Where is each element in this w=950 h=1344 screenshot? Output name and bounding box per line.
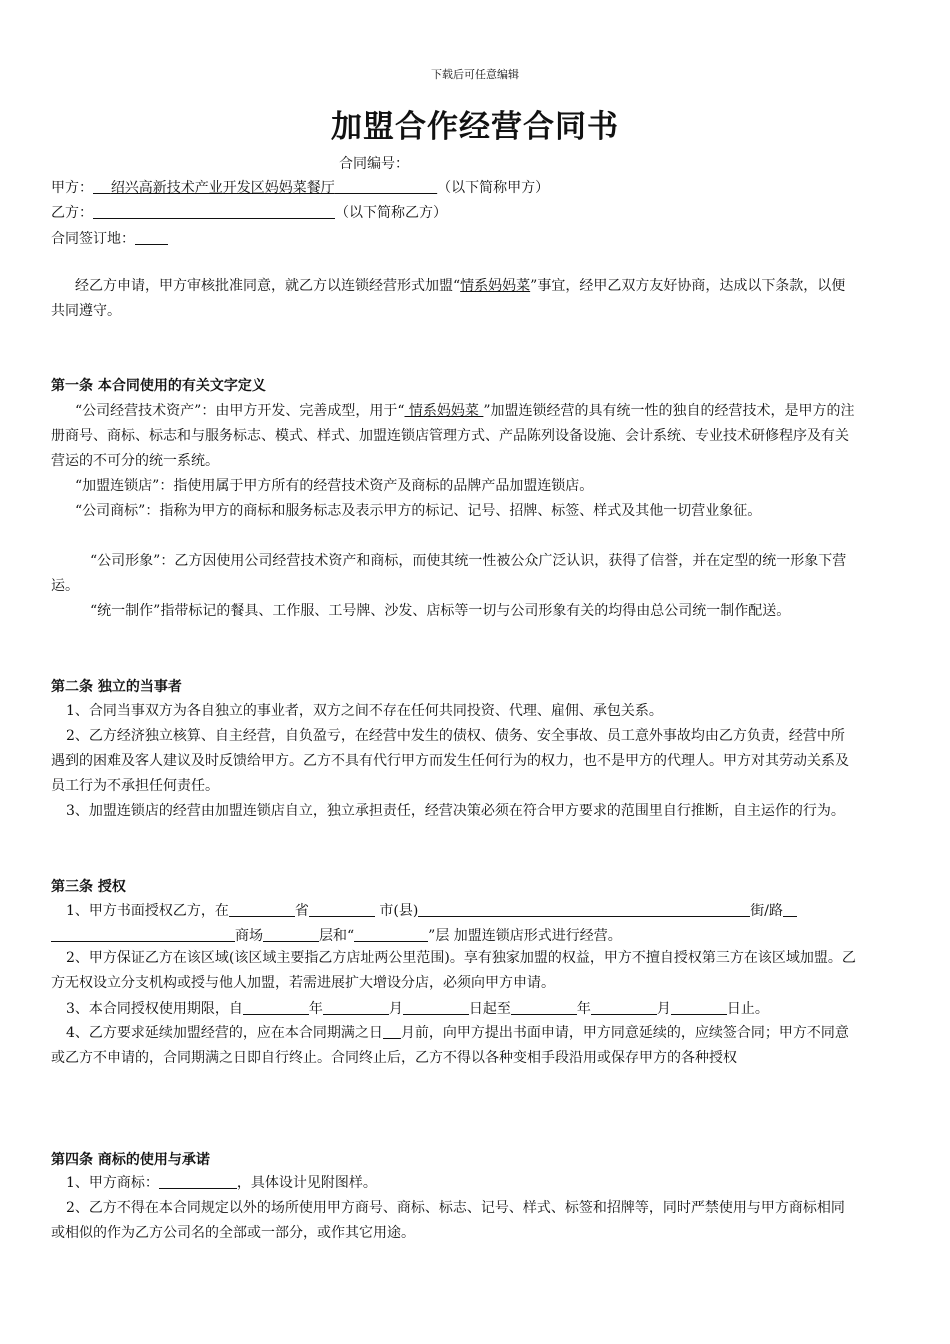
brand-name: 情系妈妈菜 [460, 278, 531, 294]
sign-place-line [51, 228, 168, 250]
sign-place-label: 合同签订地： [51, 231, 135, 247]
article-1-paragraph-4: “公司形象”：乙方因使用公司经营技术资产和商标，而使其统一性被公众广泛认识，获得了信誉，并在定型的统一形象下营运。 [51, 553, 847, 594]
sign-place-blank [135, 230, 168, 245]
party-b-blank [93, 204, 335, 219]
article-1-paragraph-3: “公司商标”：指称为甲方的商标和服务标志及表示甲方的标记、记号、招牌、标签、样式及其他一切营业象征。 [75, 503, 762, 519]
article-2-paragraph-1: 1、合同当事双方为各自独立的事业者，双方之间不存在任何共同投资、代理、雇佣、承包关系。 [66, 703, 663, 719]
header-note: 下载后可任意编辑 [431, 68, 519, 81]
party-b-label: 乙方： [51, 205, 93, 221]
article-1-paragraph-5: “统一制作”指带标记的餐具、工作服、工号牌、沙发、店标等一切与公司形象有关的均得由总公司统一制作配送。 [90, 603, 791, 619]
article-2-paragraph-3: 3、加盟连锁店的经营由加盟连锁店自立，独立承担责任，经营决策必须在符合甲方要求的范围里自行推断，自主运作的行为。 [66, 803, 845, 819]
article-3-paragraph-1-line-2: 商场 层和“ ”层 加盟连锁店形式进行经营。 [51, 925, 622, 947]
article-2-heading: 第二条 独立的当事者 [51, 679, 182, 695]
party-b-suffix: （以下简称乙方） [335, 205, 447, 221]
article-1-paragraph-2: “加盟连锁店”：指使用属于甲方所有的经营技术资产及商标的品牌产品加盟连锁店。 [75, 478, 594, 494]
contract-number-label: 合同编号： [339, 156, 409, 172]
article-3-paragraph-4: 4、乙方要求延续加盟经营的，应在本合同期满之日 月前，向甲方提出书面申请，甲方同意延续的，应续签合同；甲方不同意或乙方不申请的，合同期满之日即自行终止。合同终止后，乙方不得以各种变相手段沿用或保存甲方的各种授权 [51, 1025, 849, 1066]
party-b-line [51, 202, 447, 224]
document-title: 加盟合作经营合同书 [331, 109, 619, 145]
article-1-heading: 第一条 本合同使用的有关文字定义 [51, 378, 266, 394]
article-2-paragraph-2: 2、乙方经济独立核算、自主经营，自负盈亏，在经营中发生的债权、债务、安全事故、员工意外事故均由乙方负责，经营中所遇到的困难及客人建议及时反馈给甲方。乙方不具有代行甲方而发生任何行为的权力，也不是甲方的代理人。甲方对其劳动关系及员工行为不承担任何责任。 [51, 728, 849, 794]
party-a-name: 绍兴高新技术产业开发区妈妈菜餐厅 [110, 180, 335, 196]
article-3-paragraph-1-line-1: 1、甲方书面授权乙方，在 省 市(县) 街/路 [66, 900, 797, 922]
intro-paragraph: 经乙方申请，甲方审核批准同意，就乙方以连锁经营形式加盟“情系妈妈菜”事宜，经甲乙双方友好协商，达成以下条款，以便共同遵守。 [51, 278, 846, 319]
party-a-label: 甲方： [51, 180, 93, 196]
party-a-line [51, 177, 549, 199]
article-3-paragraph-2: 2、甲方保证乙方在该区域(该区域主要指乙方店址两公里范围)。享有独家加盟的权益，甲方不擅自授权第三方在该区域加盟。乙方无权设立分支机构或授与他人加盟，若需进展扩大增设分店，必须向甲方申请。 [51, 950, 856, 991]
article-4-heading: 第四条 商标的使用与承诺 [51, 1152, 210, 1168]
article-4-paragraph-1: 1、甲方商标： ，具体设计见附图样。 [66, 1175, 377, 1191]
article-3-heading: 第三条 授权 [51, 879, 126, 895]
brand-name: 情系妈妈菜 [404, 403, 484, 419]
party-a-suffix: （以下简称甲方） [437, 180, 550, 196]
article-3-paragraph-3: 3、本合同授权使用期限，自 年 月 日起至 年 月 日止。 [66, 1001, 769, 1017]
article-1-paragraph-1: “公司经营技术资产”：由甲方开发、完善成型，用于“ 情系妈妈菜 ”加盟连锁经营的具有统一性的独自的经营技术，是甲方的注册商号、商标、标志和与服务标志、模式、样式、加盟连锁店管理方式、产品陈列设备设施、会计系统、专业技术研修程序及有关营运的不可分的统一系统。 [51, 403, 855, 469]
article-4-paragraph-2: 2、乙方不得在本合同规定以外的场所使用甲方商号、商标、标志、记号、样式、标签和招牌等，同时严禁使用与甲方商标相同或相似的作为乙方公司名的全部或一部分，或作其它用途。 [51, 1200, 845, 1241]
